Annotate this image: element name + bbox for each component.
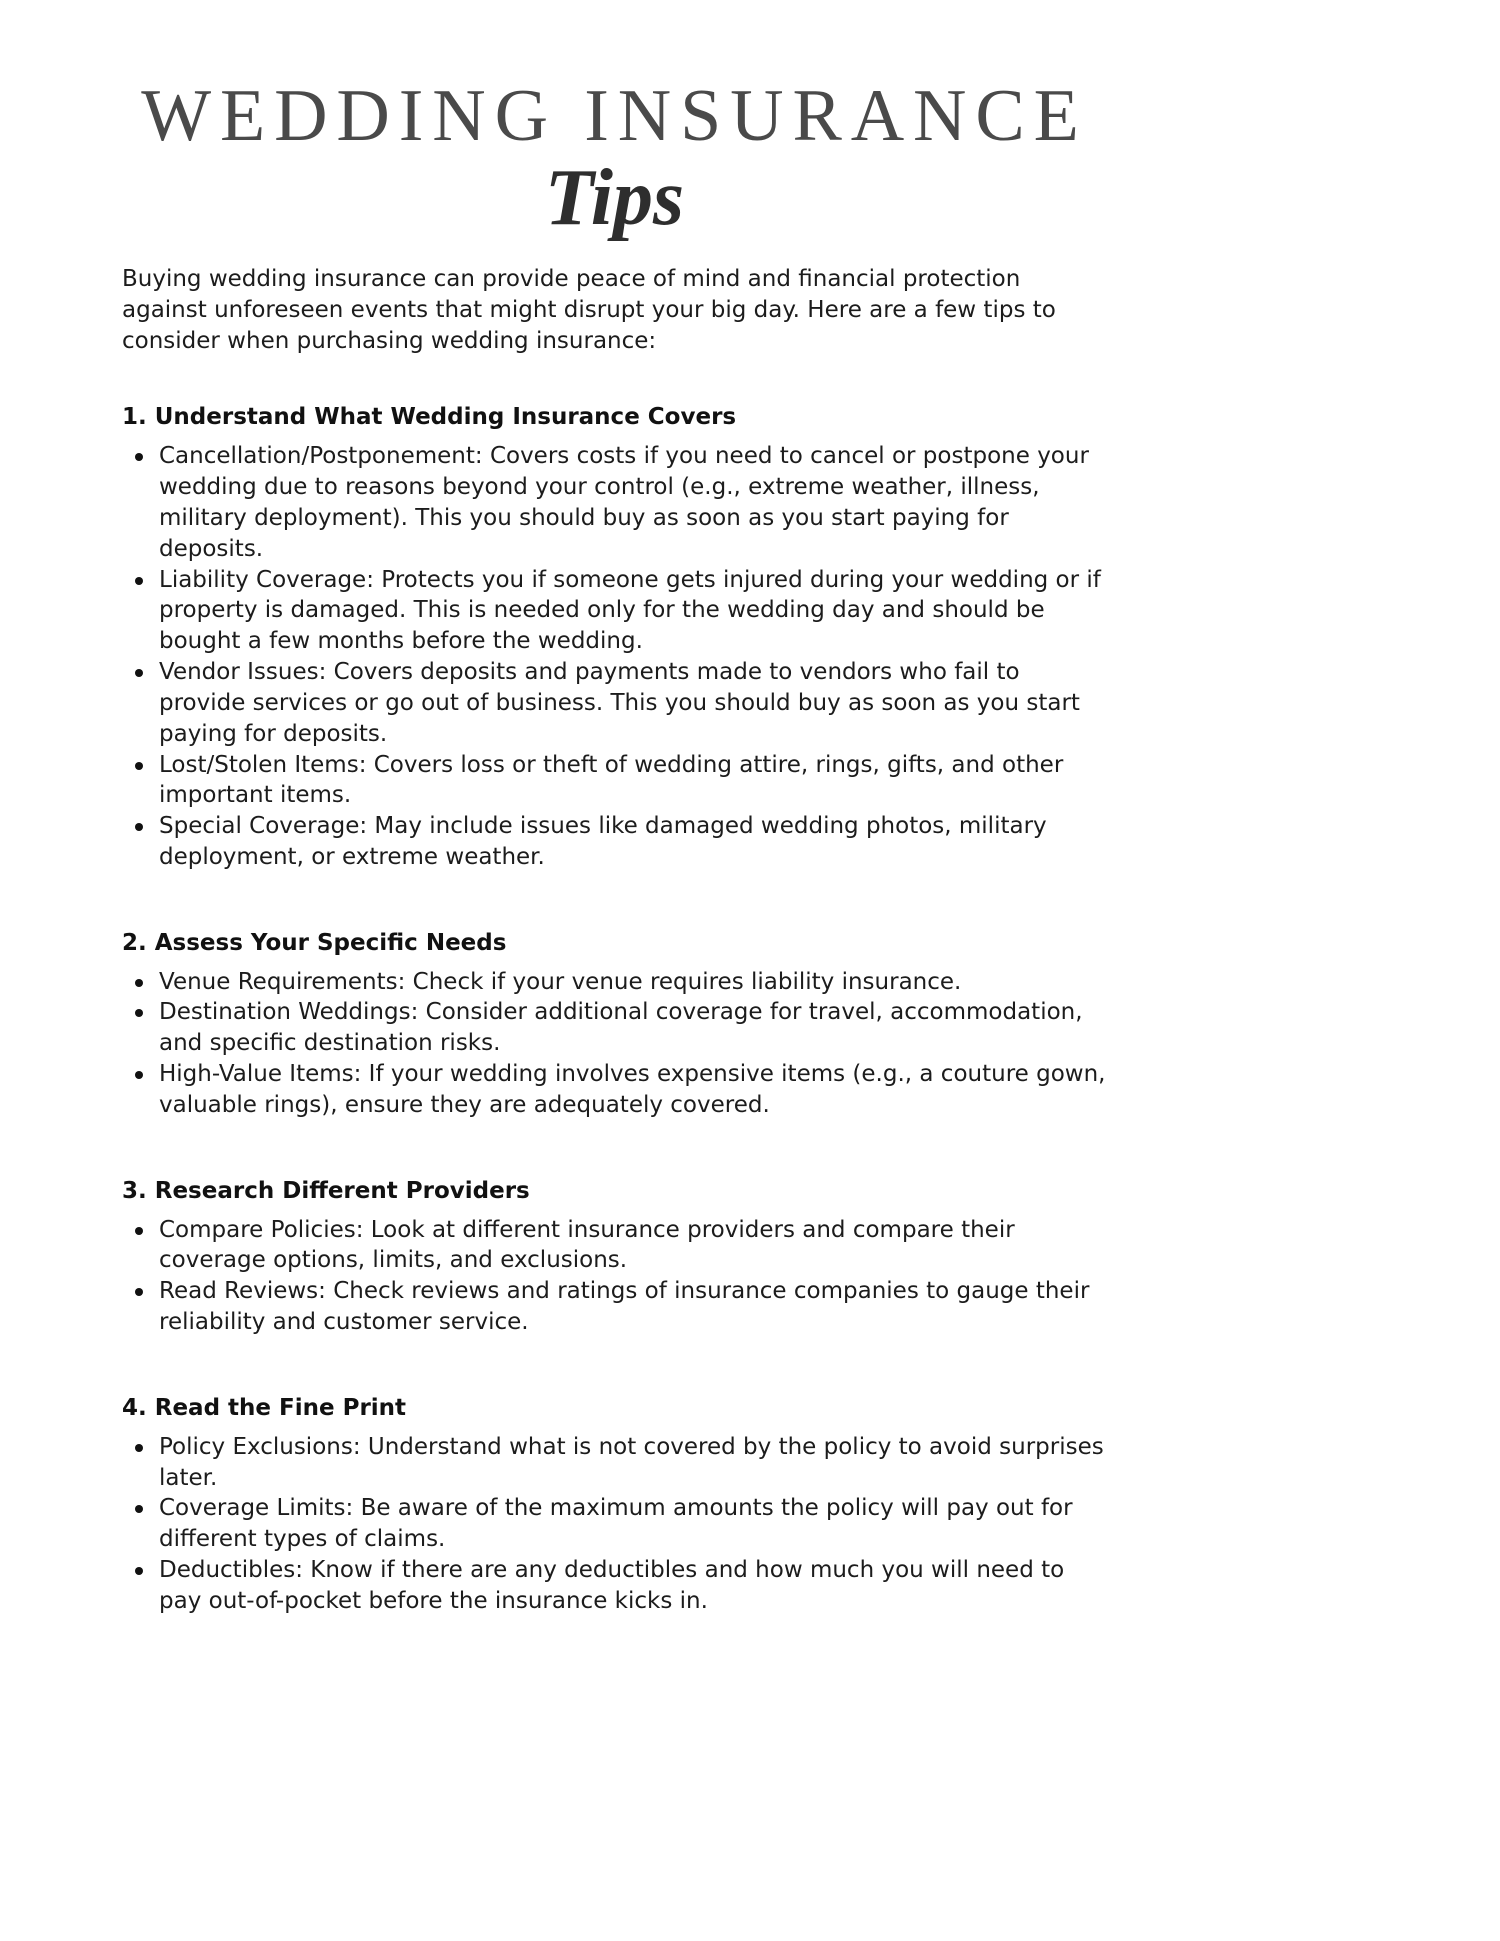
section-fine-print (122, 1394, 1107, 1617)
list-item: Liability Coverage: Protects you if someone gets injured during your wedding or if property is damaged. This is needed only for the wedding day and should be bought a few months before the wedding. (122, 565, 1107, 657)
list-item: Coverage Limits: Be aware of the maximum amounts the policy will pay out for different types of claims. (122, 1493, 1107, 1555)
page-subtitle: Tips (544, 153, 685, 242)
bullet-list (122, 967, 1107, 1121)
list-item: Lost/Stolen Items: Covers loss or theft of wedding attire, rings, gifts, and other important items. (122, 750, 1107, 812)
section-heading: 3. Research Different Providers (122, 1177, 530, 1204)
section-heading: 2. Assess Your Specific Needs (122, 929, 507, 956)
document-page (122, 0, 1107, 1617)
list-item: Compare Policies: Look at different insurance providers and compare their coverage options, limits, and exclusions. (122, 1215, 1107, 1277)
list-item: Read Reviews: Check reviews and ratings of insurance companies to gauge their reliability and customer service. (122, 1276, 1107, 1338)
bullet-list (122, 1215, 1107, 1338)
document-header (122, 75, 1107, 242)
list-item: Destination Weddings: Consider additional coverage for travel, accommodation, and specific destination risks. (122, 997, 1107, 1059)
section-needs (122, 929, 1107, 1121)
section-heading: 4. Read the Fine Print (122, 1394, 407, 1421)
section-heading: 1. Understand What Wedding Insurance Covers (122, 404, 737, 431)
section-coverage (122, 403, 1107, 872)
bullet-list (122, 441, 1107, 872)
list-item: Vendor Issues: Covers deposits and payments made to vendors who fail to provide services or go out of business. This you should buy as soon as you start paying for deposits. (122, 657, 1107, 749)
bullet-list (122, 1432, 1107, 1617)
list-item: Deductibles: Know if there are any deductibles and how much you will need to pay out-of-pocket before the insurance kicks in. (122, 1555, 1107, 1617)
list-item: High-Value Items: If your wedding involves expensive items (e.g., a couture gown, valuable rings), ensure they are adequately covered. (122, 1059, 1107, 1121)
page-title: WEDDING INSURANCE (141, 75, 1088, 157)
list-item: Cancellation/Postponement: Covers costs if you need to cancel or postpone your wedding due to reasons beyond your control (e.g., extreme weather, illness, military deployment). This you should buy as soon as you start paying for deposits. (122, 441, 1107, 564)
list-item: Policy Exclusions: Understand what is not covered by the policy to avoid surprises later. (122, 1432, 1107, 1494)
list-item: Venue Requirements: Check if your venue requires liability insurance. (122, 967, 1107, 998)
intro-paragraph: Buying wedding insurance can provide peace of mind and financial protection against unforeseen events that might disrupt your big day. Here are a few tips to consider when purchasing wedding insurance: (122, 265, 1056, 355)
section-providers (122, 1177, 1107, 1338)
list-item: Special Coverage: May include issues like damaged wedding photos, military deployment, or extreme weather. (122, 811, 1107, 873)
